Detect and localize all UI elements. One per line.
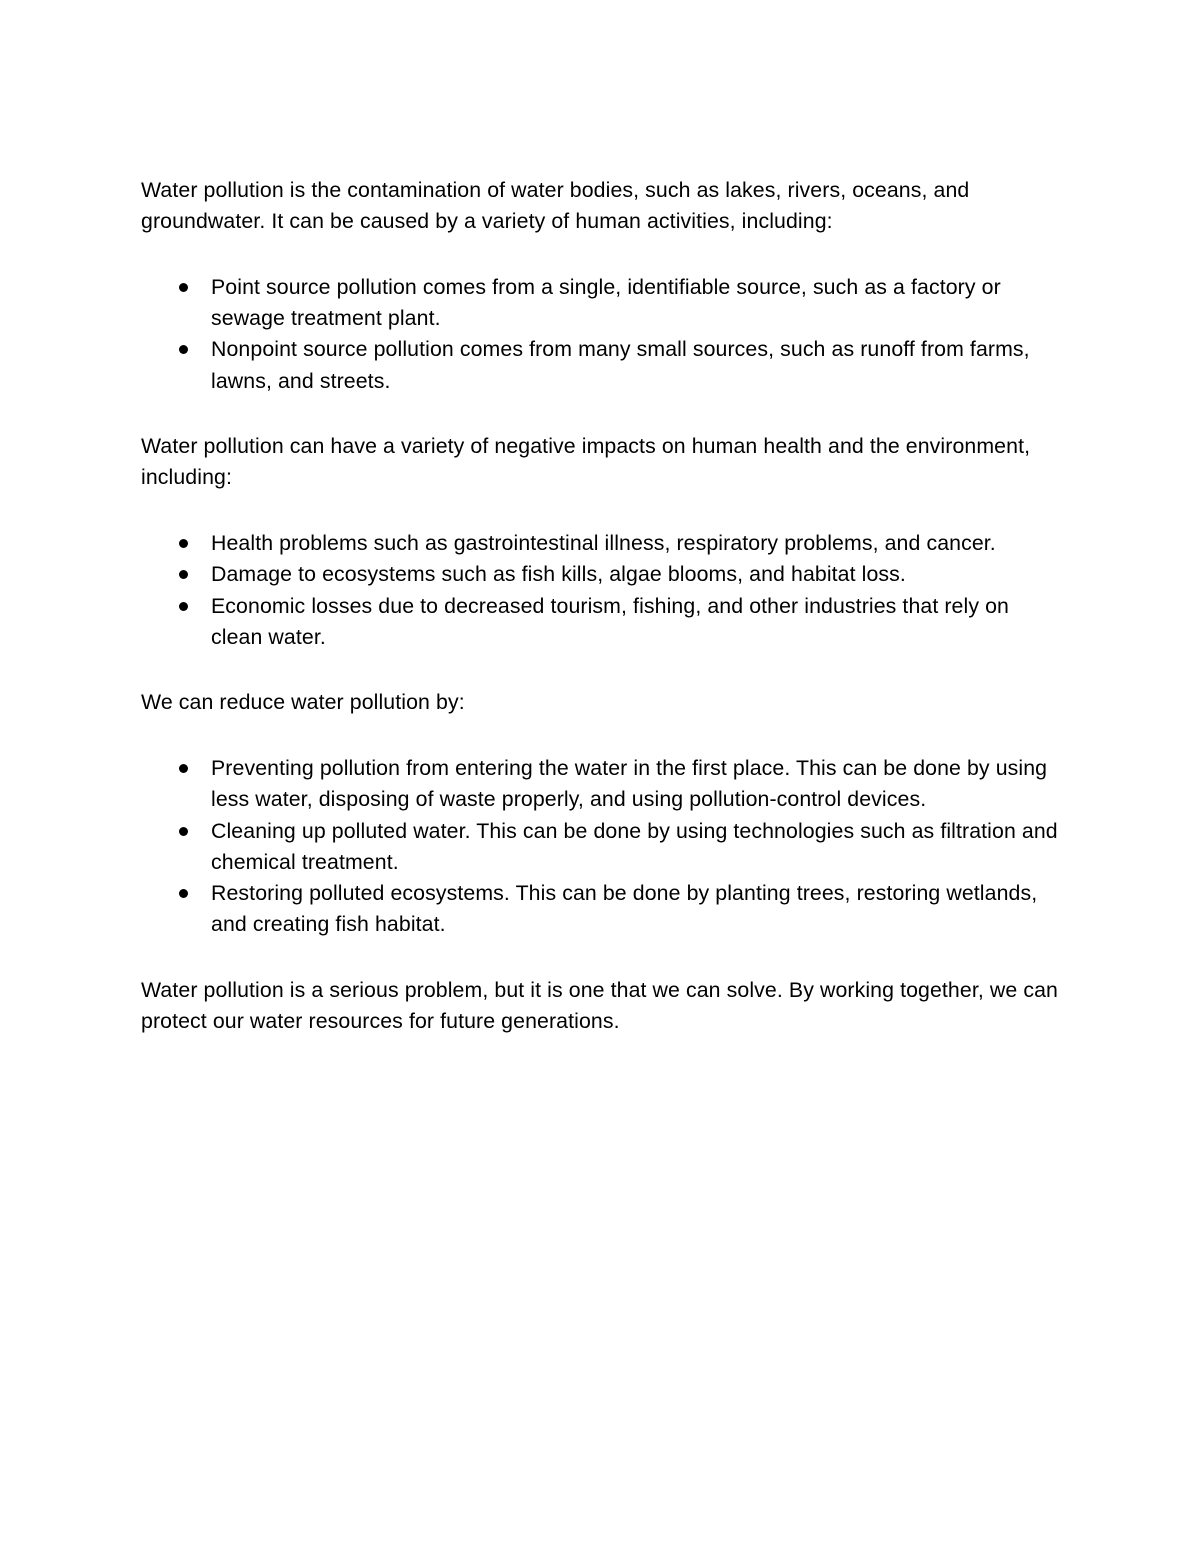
bullet-icon <box>179 764 188 773</box>
list-item: Point source pollution comes from a single, identifiable source, such as a factory or sewage treatment plant. <box>211 272 1061 334</box>
impacts-intro-paragraph: Water pollution can have a variety of negative impacts on human health and the environment, including: <box>141 434 1031 490</box>
solutions-list <box>141 753 1061 940</box>
bullet-icon <box>179 345 188 354</box>
bullet-icon <box>179 539 188 548</box>
bullet-icon <box>179 283 188 292</box>
bullet-icon <box>179 889 188 898</box>
conclusion-paragraph: Water pollution is a serious problem, but it is one that we can solve. By working together, we can protect our water resources for future generations. <box>141 977 1058 1034</box>
pollution-sources-list <box>141 272 1061 397</box>
bullet-icon <box>179 827 188 836</box>
list-item: Damage to ecosystems such as fish kills, algae blooms, and habitat loss. <box>211 559 1061 590</box>
document-body <box>141 175 1061 1037</box>
list-item: Cleaning up polluted water. This can be done by using technologies such as filtration and chemical treatment. <box>211 816 1061 878</box>
list-item: Preventing pollution from entering the water in the first place. This can be done by using less water, disposing of waste properly, and using pollution-control devices. <box>211 753 1061 815</box>
solutions-intro-paragraph: We can reduce water pollution by: <box>141 690 465 715</box>
bullet-icon <box>179 602 188 611</box>
impacts-list <box>141 528 1061 653</box>
intro-paragraph: Water pollution is the contamination of water bodies, such as lakes, rivers, oceans, and groundwater. It can be caused by a variety of human activities, including: <box>141 178 970 234</box>
bullet-icon <box>179 570 188 579</box>
list-item: Health problems such as gastrointestinal illness, respiratory problems, and cancer. <box>211 528 1061 559</box>
list-item: Restoring polluted ecosystems. This can be done by planting trees, restoring wetlands, and creating fish habitat. <box>211 878 1061 940</box>
list-item: Nonpoint source pollution comes from many small sources, such as runoff from farms, lawns, and streets. <box>211 334 1061 396</box>
list-item: Economic losses due to decreased tourism, fishing, and other industries that rely on clean water. <box>211 591 1061 653</box>
